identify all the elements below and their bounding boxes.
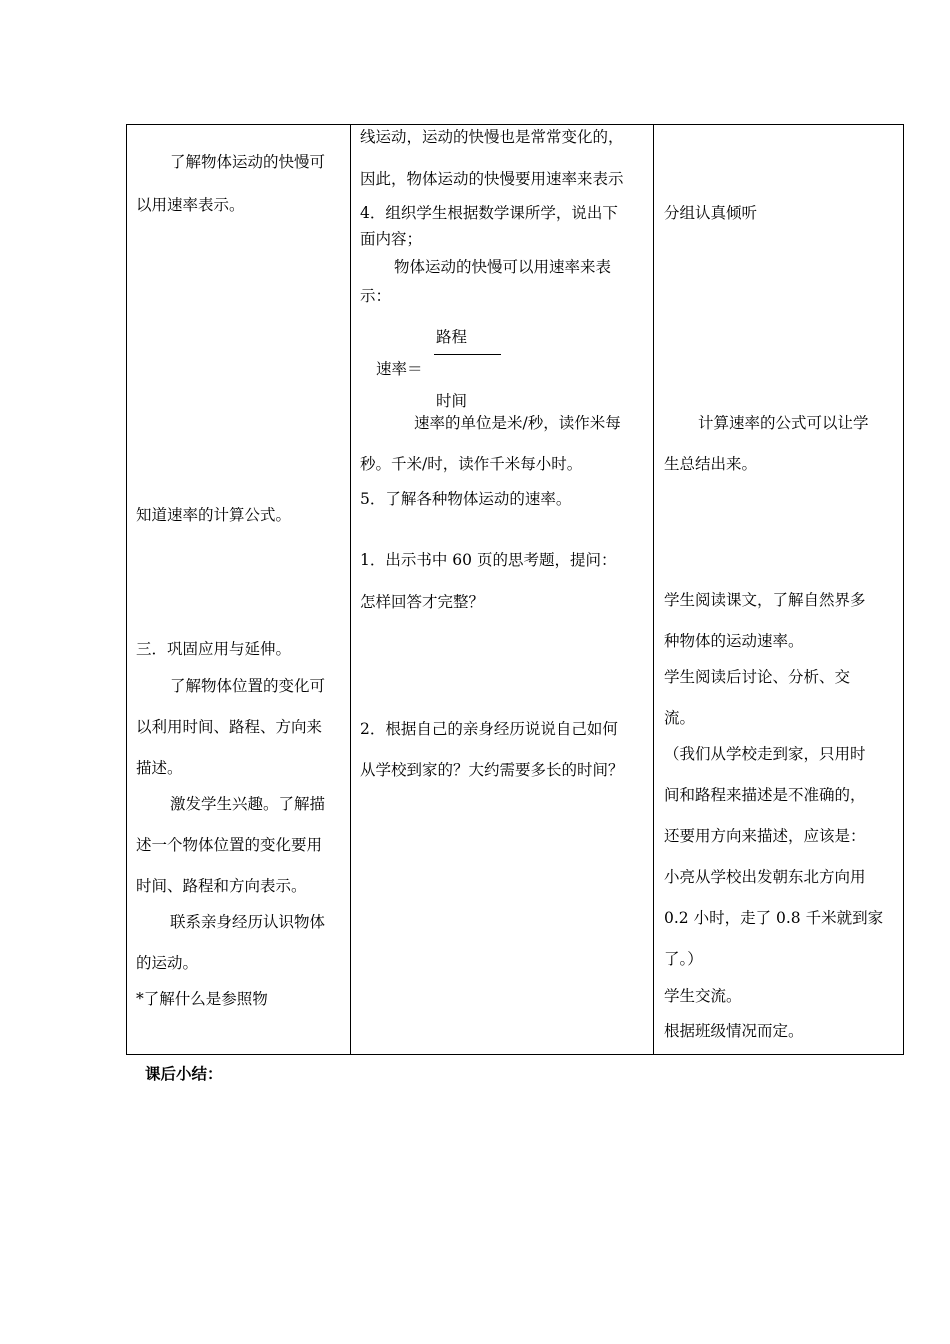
formula-numerator: 路程 <box>436 328 468 346</box>
right-line: （我们从学校走到家，只用时 <box>664 745 866 763</box>
column-divider-2 <box>653 125 654 1054</box>
right-line: 流。 <box>664 709 696 727</box>
middle-line: 面内容； <box>360 230 423 248</box>
right-line: 根据班级情况而定。 <box>664 1022 804 1040</box>
right-line: 学生交流。 <box>664 987 742 1005</box>
right-line: 0.2 小时，走了 0.8 千米就到家 <box>664 909 884 927</box>
middle-line: 2．根据自己的亲身经历说说自己如何 <box>360 720 618 738</box>
formula-lhs: 速率＝ <box>376 360 423 378</box>
middle-line: 1．出示书中 60 页的思考题，提问： <box>360 551 617 569</box>
left-line: *了解什么是参照物 <box>136 990 268 1008</box>
fraction-bar <box>434 354 501 355</box>
right-line: 学生阅读后讨论、分析、交 <box>664 668 851 686</box>
left-line: 述一个物体位置的变化要用 <box>136 836 323 854</box>
right-line: 还要用方向来描述，应该是： <box>664 827 866 845</box>
left-line: 联系亲身经历认识物体 <box>170 913 326 931</box>
right-line: 间和路程来描述是不准确的， <box>664 786 866 804</box>
right-line: 学生阅读课文，了解自然界多 <box>664 591 866 609</box>
right-line: 小亮从学校出发朝东北方向用 <box>664 868 866 886</box>
left-line: 时间、路程和方向表示。 <box>136 877 307 895</box>
left-line: 以利用时间、路程、方向来 <box>136 718 323 736</box>
middle-line: 线运动，运动的快慢也是常常变化的， <box>360 128 624 146</box>
right-line: 计算速率的公式可以让学 <box>698 414 869 432</box>
left-line: 知道速率的计算公式。 <box>136 506 292 524</box>
middle-line: 怎样回答才完整？ <box>360 593 485 611</box>
middle-line: 速率的单位是米/秒，读作米每 <box>414 414 621 432</box>
left-line: 了解物体运动的快慢可 <box>170 153 326 171</box>
left-line: 三．巩固应用与延伸。 <box>136 640 292 658</box>
left-line: 的运动。 <box>136 954 199 972</box>
left-line: 了解物体位置的变化可 <box>170 677 326 695</box>
middle-line: 示： <box>360 287 392 305</box>
left-line: 描述。 <box>136 759 183 777</box>
left-line: 以用速率表示。 <box>136 196 245 214</box>
formula-denominator: 时间 <box>436 392 468 410</box>
right-line: 了。） <box>664 950 703 968</box>
middle-line: 5．了解各种物体运动的速率。 <box>360 490 572 508</box>
middle-line: 从学校到家的？大约需要多长的时间？ <box>360 761 624 779</box>
middle-line: 4．组织学生根据数学课所学，说出下 <box>360 204 618 222</box>
middle-line: 秒。千米/时，读作千米每小时。 <box>360 455 583 473</box>
left-line: 激发学生兴趣。了解描 <box>170 795 326 813</box>
lesson-summary-label: 课后小结： <box>145 1065 223 1083</box>
right-line: 分组认真倾听 <box>664 204 758 222</box>
right-line: 生总结出来。 <box>664 455 758 473</box>
right-line: 种物体的运动速率。 <box>664 632 804 650</box>
middle-line: 因此，物体运动的快慢要用速率来表示 <box>360 170 624 188</box>
column-divider-1 <box>350 125 351 1054</box>
middle-line: 物体运动的快慢可以用速率来表 <box>394 258 612 276</box>
